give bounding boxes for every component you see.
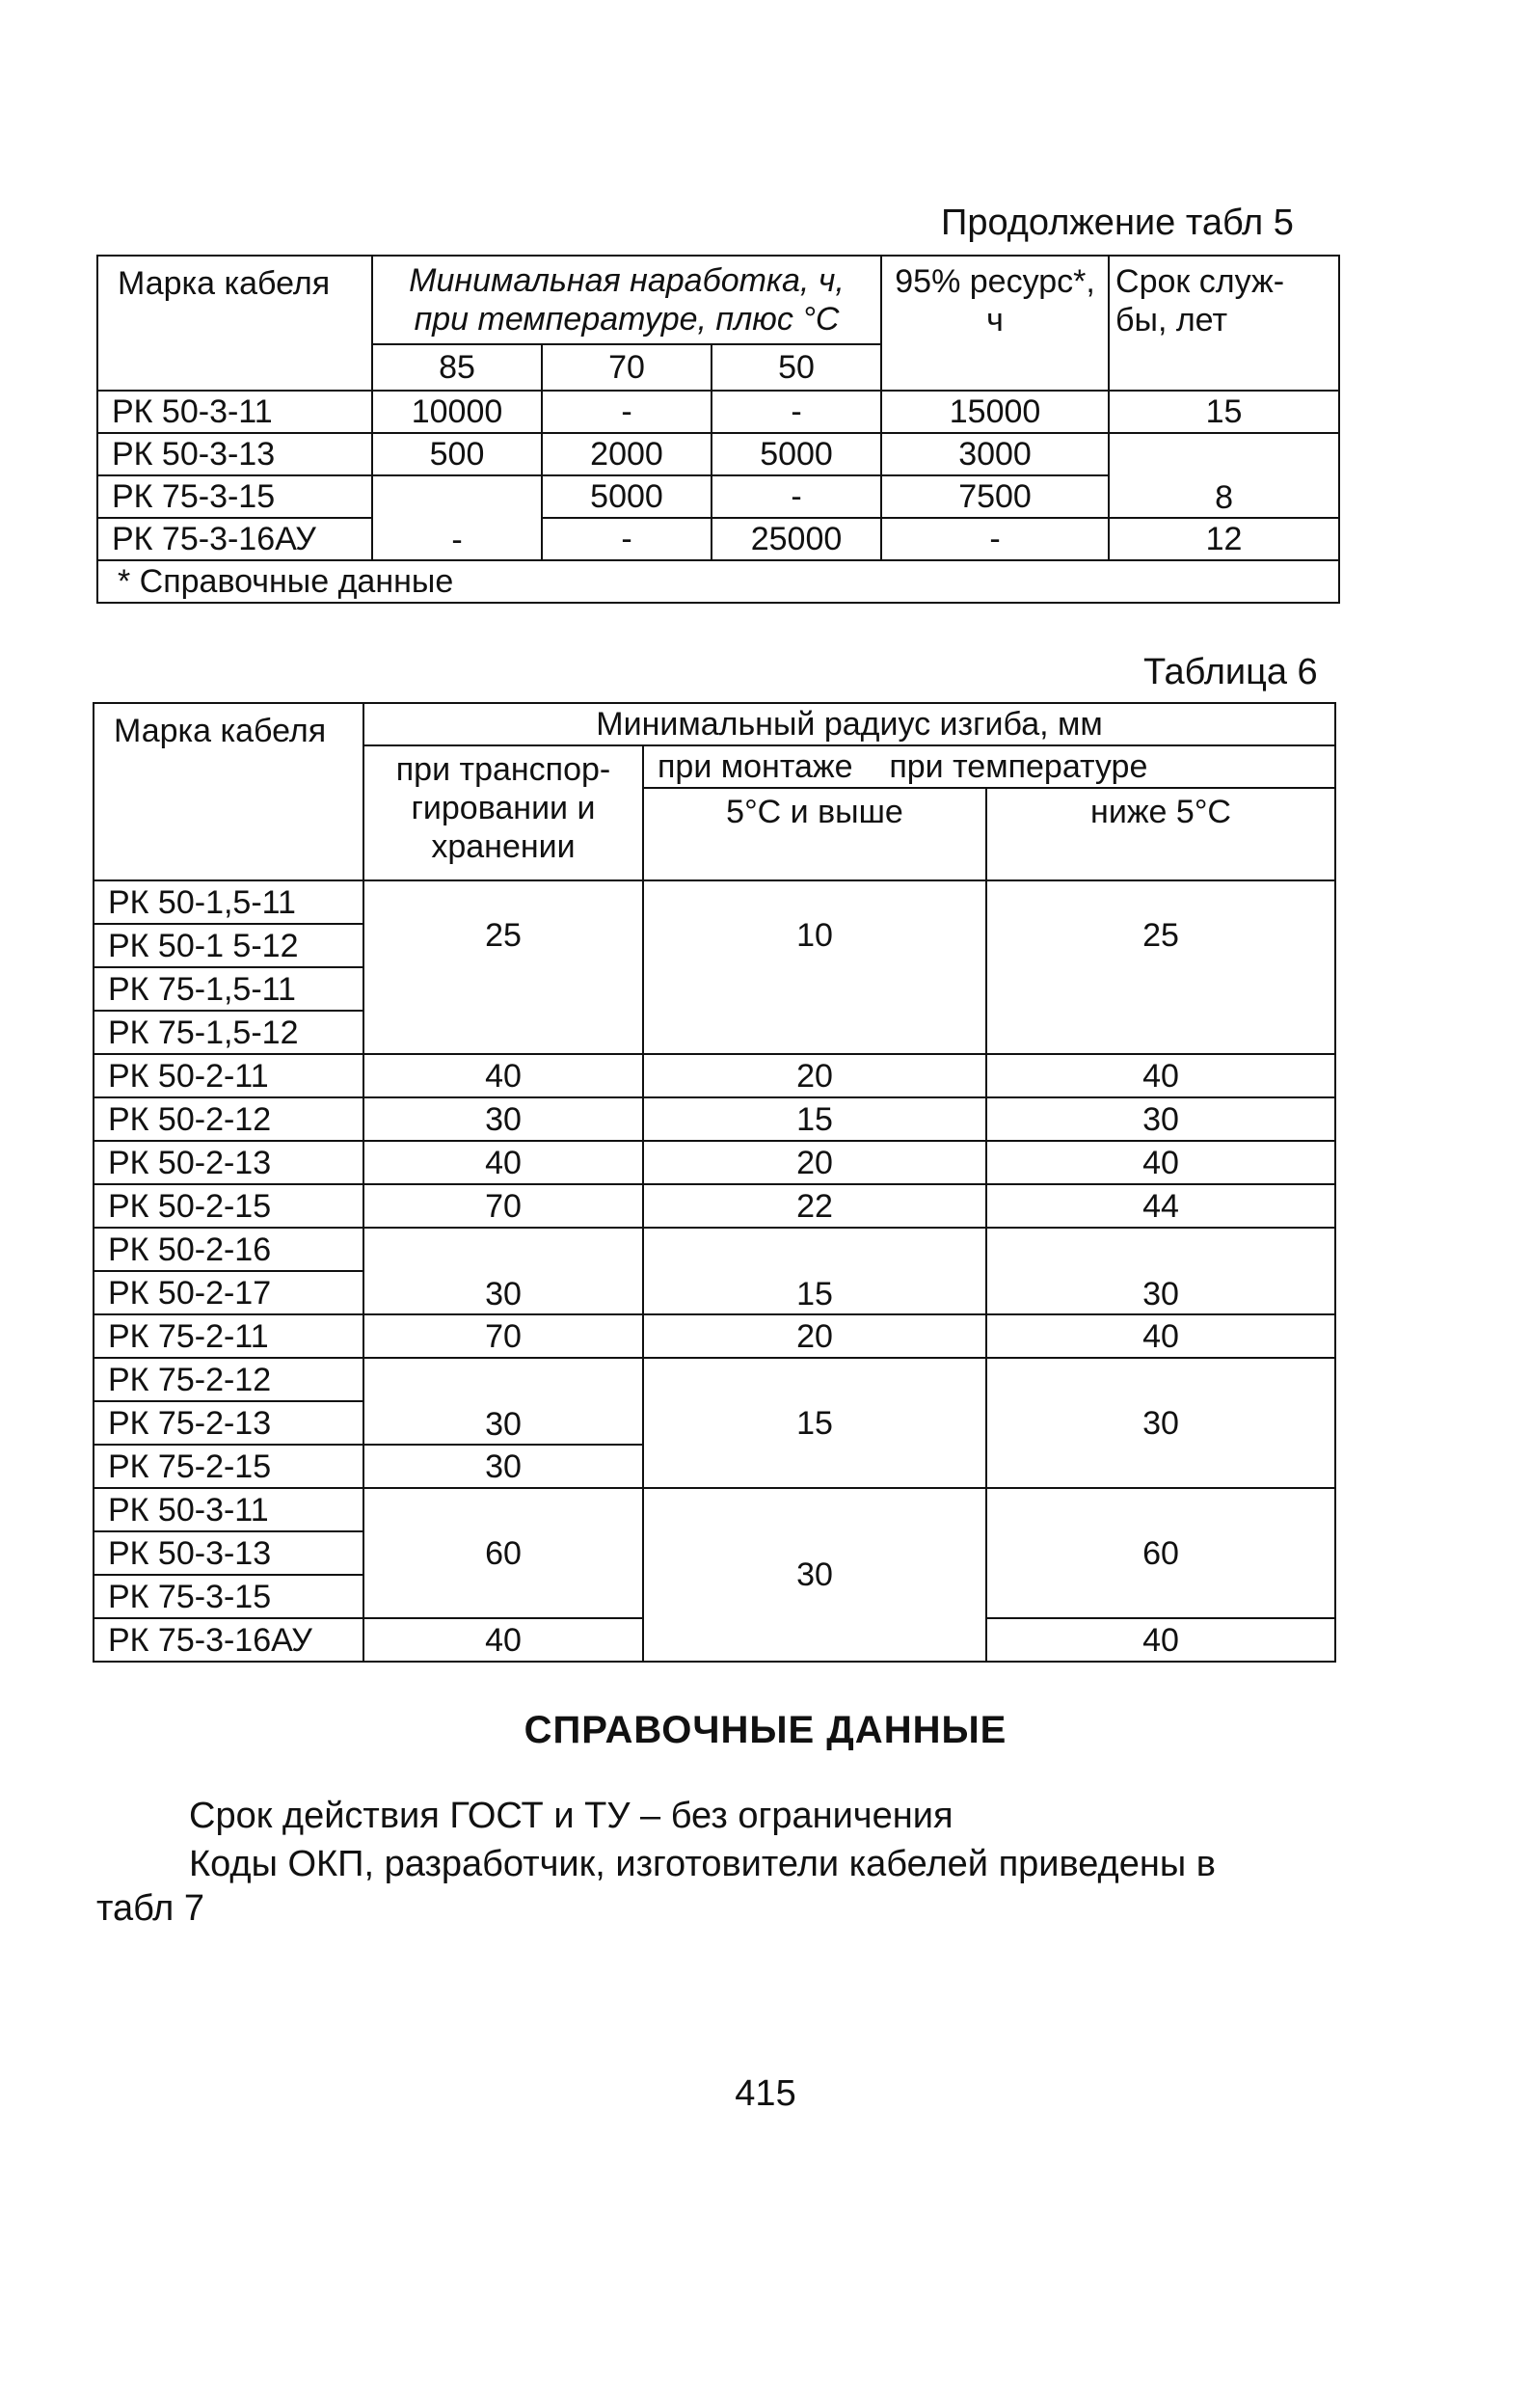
runtime-50: - bbox=[712, 391, 881, 433]
radius-transport: 70 bbox=[363, 1314, 643, 1358]
radius-below5: 40 bbox=[986, 1141, 1335, 1184]
cable-brand: РК 75-3-16АУ bbox=[94, 1618, 363, 1662]
table6-header-below5: ниже 5°C bbox=[986, 788, 1335, 880]
table-row bbox=[94, 1314, 1335, 1358]
radius-transport: 30 bbox=[363, 1228, 643, 1314]
runtime-70: 5000 bbox=[542, 475, 712, 518]
table-row bbox=[94, 1141, 1335, 1184]
table6-caption: Таблица 6 bbox=[1143, 652, 1318, 692]
cable-brand: РК 75-3-15 bbox=[97, 475, 372, 518]
radius-above5: 20 bbox=[643, 1314, 986, 1358]
table6-header-transport: при транспор-гировании и хранении bbox=[363, 745, 643, 880]
table-row bbox=[94, 1054, 1335, 1097]
cable-brand: РК 50-3-11 bbox=[94, 1488, 363, 1531]
resource-value: 7500 bbox=[881, 475, 1109, 518]
service-life: 15 bbox=[1109, 391, 1339, 433]
resource-value: - bbox=[881, 518, 1109, 560]
resource-value: 15000 bbox=[881, 391, 1109, 433]
runtime-50: - bbox=[712, 475, 881, 518]
cable-brand: РК 75-2-11 bbox=[94, 1314, 363, 1358]
table6 bbox=[93, 702, 1336, 1663]
radius-transport: 40 bbox=[363, 1054, 643, 1097]
cable-brand: РК 50-3-13 bbox=[94, 1531, 363, 1575]
cable-brand: РК 75-1,5-12 bbox=[94, 1011, 363, 1054]
page-number: 415 bbox=[735, 2073, 796, 2114]
radius-above5: 15 bbox=[643, 1097, 986, 1141]
runtime-70: - bbox=[542, 391, 712, 433]
reference-line-1: Срок действия ГОСТ и ТУ – без ограничения bbox=[189, 1796, 954, 1836]
table-row bbox=[94, 1358, 1335, 1401]
radius-below5: 30 bbox=[986, 1228, 1335, 1314]
runtime-50: 5000 bbox=[712, 433, 881, 475]
cable-brand: РК 50-1 5-12 bbox=[94, 924, 363, 967]
table5-header-service: Срок служ-бы, лет bbox=[1109, 256, 1339, 391]
radius-below5: 30 bbox=[986, 1097, 1335, 1141]
cable-brand: РК 50-2-11 bbox=[94, 1054, 363, 1097]
cable-brand: РК 50-2-17 bbox=[94, 1271, 363, 1314]
runtime-70: - bbox=[542, 518, 712, 560]
table5 bbox=[96, 255, 1340, 604]
radius-below5: 40 bbox=[986, 1054, 1335, 1097]
cable-brand: РК 75-2-13 bbox=[94, 1401, 363, 1445]
runtime-85: 10000 bbox=[372, 391, 542, 433]
radius-transport: 30 bbox=[363, 1358, 643, 1445]
table5-caption: Продолжение табл 5 bbox=[941, 203, 1294, 243]
radius-below5: 40 bbox=[986, 1618, 1335, 1662]
service-life: 8 bbox=[1109, 433, 1339, 518]
table6-header-min-radius: Минимальный радиус изгиба, мм bbox=[363, 703, 1335, 745]
runtime-85: 500 bbox=[372, 433, 542, 475]
runtime-85: - bbox=[372, 475, 542, 560]
table-row bbox=[94, 1488, 1335, 1531]
runtime-50: 25000 bbox=[712, 518, 881, 560]
cable-brand: РК 50-3-13 bbox=[97, 433, 372, 475]
radius-above5: 15 bbox=[643, 1228, 986, 1314]
cable-brand: РК 75-3-16АУ bbox=[97, 518, 372, 560]
cable-brand: РК 50-2-12 bbox=[94, 1097, 363, 1141]
cable-brand: РК 50-2-15 bbox=[94, 1184, 363, 1228]
cable-brand: РК 50-3-11 bbox=[97, 391, 372, 433]
table5-header-resource: 95% ресурс*, ч bbox=[881, 256, 1109, 391]
runtime-70: 2000 bbox=[542, 433, 712, 475]
table6-header-brand: Марка кабеля bbox=[94, 703, 363, 880]
cable-brand: РК 75-2-12 bbox=[94, 1358, 363, 1401]
radius-below5: 44 bbox=[986, 1184, 1335, 1228]
table5-header-min-runtime: Минимальная наработка, ч, при температуре, плюс °C bbox=[372, 256, 881, 344]
radius-transport: 30 bbox=[363, 1097, 643, 1141]
table6-header-mount: при монтаже при температуре bbox=[643, 745, 1335, 788]
table-row bbox=[94, 880, 1335, 924]
radius-above5: 10 bbox=[643, 880, 986, 1054]
cable-brand: РК 75-3-15 bbox=[94, 1575, 363, 1618]
table-row bbox=[97, 391, 1339, 433]
radius-transport: 60 bbox=[363, 1488, 643, 1618]
radius-above5: 20 bbox=[643, 1054, 986, 1097]
table5-header-temp-50: 50 bbox=[712, 344, 881, 391]
radius-transport: 40 bbox=[363, 1141, 643, 1184]
table5-footnote: * Справочные данные bbox=[97, 560, 1339, 603]
radius-transport: 30 bbox=[363, 1445, 643, 1488]
radius-transport: 70 bbox=[363, 1184, 643, 1228]
table-row bbox=[94, 1184, 1335, 1228]
table5-header-temp-70: 70 bbox=[542, 344, 712, 391]
cable-brand: РК 50-2-13 bbox=[94, 1141, 363, 1184]
cable-brand: РК 75-2-15 bbox=[94, 1445, 363, 1488]
radius-transport: 40 bbox=[363, 1618, 643, 1662]
radius-above5: 22 bbox=[643, 1184, 986, 1228]
radius-above5: 20 bbox=[643, 1141, 986, 1184]
table-row bbox=[97, 433, 1339, 475]
cable-brand: РК 50-2-16 bbox=[94, 1228, 363, 1271]
reference-line-2: Коды ОКП, разработчик, изготовители кабелей приведены в bbox=[189, 1844, 1216, 1884]
cable-brand: РК 50-1,5-11 bbox=[94, 880, 363, 924]
reference-line-3: табл 7 bbox=[96, 1888, 205, 1929]
table5-header-brand: Марка кабеля bbox=[97, 256, 372, 391]
radius-above5: 30 bbox=[643, 1488, 986, 1662]
resource-value: 3000 bbox=[881, 433, 1109, 475]
radius-below5: 60 bbox=[986, 1488, 1335, 1618]
radius-below5: 25 bbox=[986, 880, 1335, 1054]
radius-below5: 40 bbox=[986, 1314, 1335, 1358]
cable-brand: РК 75-1,5-11 bbox=[94, 967, 363, 1011]
radius-below5: 30 bbox=[986, 1358, 1335, 1488]
table6-header-above5: 5°C и выше bbox=[643, 788, 986, 880]
radius-above5: 15 bbox=[643, 1358, 986, 1488]
table-row bbox=[94, 1228, 1335, 1271]
reference-title: СПРАВОЧНЫЕ ДАННЫЕ bbox=[524, 1709, 1007, 1751]
table5-header-temp-85: 85 bbox=[372, 344, 542, 391]
table-row bbox=[94, 1097, 1335, 1141]
table-row bbox=[97, 518, 1339, 560]
service-life: 12 bbox=[1109, 518, 1339, 560]
radius-transport: 25 bbox=[363, 880, 643, 1054]
